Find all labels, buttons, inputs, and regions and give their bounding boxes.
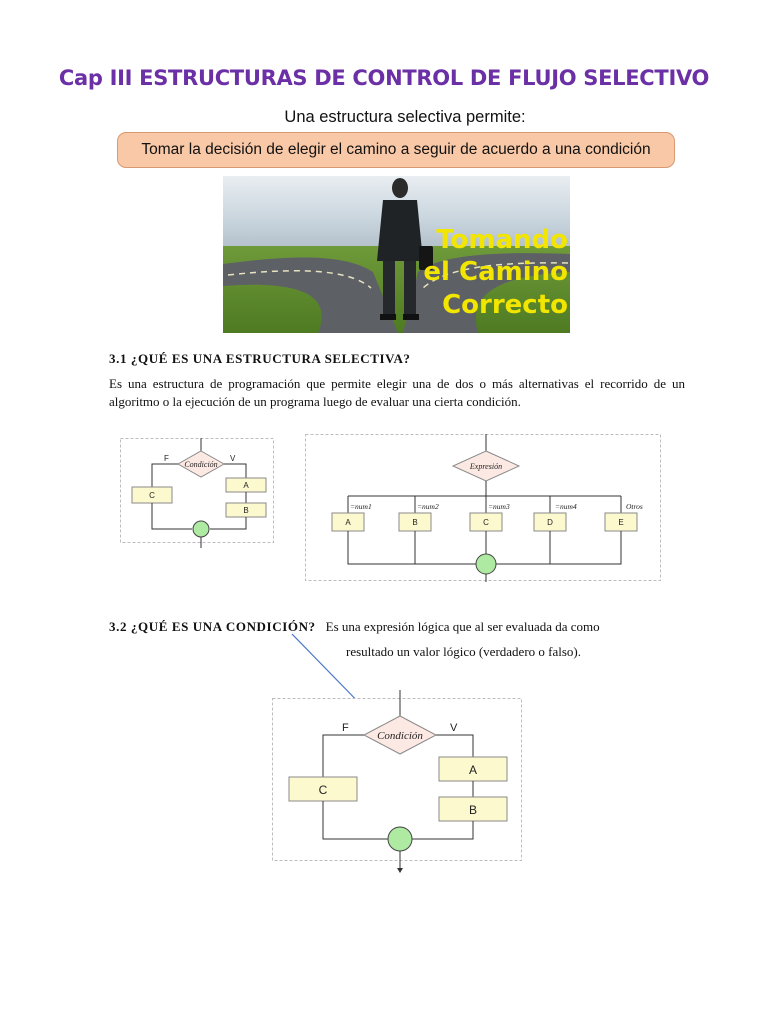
large-box-a-label: A bbox=[468, 763, 478, 777]
case-4-label: =num4 bbox=[555, 502, 577, 511]
hero-caption bbox=[423, 225, 568, 320]
callout-text: Tomar la decisión de elegir el camino a seguir de acuerdo a una condición bbox=[141, 141, 651, 158]
switch-expression-label: Expresión bbox=[469, 462, 503, 471]
switch-merge-node bbox=[476, 554, 496, 574]
small-condition-label: Condición bbox=[184, 460, 218, 469]
case-2-label: =num2 bbox=[417, 502, 439, 511]
case-1-box-label: A bbox=[345, 518, 351, 527]
hero-line-2: el Camino bbox=[423, 257, 568, 287]
small-box-b-label: B bbox=[243, 506, 249, 515]
large-box-c-label: C bbox=[318, 783, 328, 797]
hero-illustration bbox=[223, 176, 570, 333]
switch-flowchart bbox=[305, 434, 661, 582]
large-true-label: V bbox=[450, 722, 458, 734]
small-box-c-label: C bbox=[149, 491, 155, 500]
section-2-body-line-1: Es una expresión lógica que al ser evaluada da como bbox=[325, 619, 600, 634]
case-5-box-label: E bbox=[618, 518, 624, 527]
case-3-label: =num3 bbox=[488, 502, 510, 511]
case-4-box-label: D bbox=[547, 518, 553, 527]
large-condition-label: Condición bbox=[377, 730, 423, 742]
page-title: Cap III ESTRUCTURAS DE CONTROL DE FLUJO SELECTIVO bbox=[58, 66, 710, 90]
section-2-heading: 3.2 ¿QUÉ ES UNA CONDICIÓN? bbox=[109, 619, 316, 634]
case-5-label: Otros bbox=[626, 502, 643, 511]
small-false-label: F bbox=[164, 454, 169, 463]
large-merge-node bbox=[388, 827, 412, 851]
small-true-label: V bbox=[230, 454, 236, 463]
page-subtitle: Una estructura selectiva permite: bbox=[284, 108, 526, 126]
section-2-body-line-2: resultado un valor lógico (verdadero o falso). bbox=[346, 644, 582, 659]
section-1-body: Es una estructura de programación que permite elegir una de dos o más alternativas el recorrido de un algoritmo o la ejecución de un programa luego de evaluar una cierta condición. bbox=[109, 376, 685, 409]
section-1-heading: 3.1 ¿QUÉ ES UNA ESTRUCTURA SELECTIVA? bbox=[109, 351, 411, 366]
hero-line-1: Tomando bbox=[436, 225, 568, 255]
case-1-label: =num1 bbox=[350, 502, 372, 511]
large-box-b-label: B bbox=[468, 803, 478, 817]
case-2-box-label: B bbox=[412, 518, 418, 527]
small-box-a-label: A bbox=[243, 481, 249, 490]
large-if-else-flowchart bbox=[272, 690, 524, 875]
large-false-label: F bbox=[342, 722, 349, 734]
hero-line-3: Correcto bbox=[442, 290, 568, 320]
large-exit-arrowhead bbox=[397, 868, 403, 873]
small-merge-node bbox=[193, 521, 209, 537]
case-3-box-label: C bbox=[483, 518, 489, 527]
definition-callout bbox=[117, 132, 675, 168]
small-if-else-flowchart bbox=[120, 438, 274, 550]
